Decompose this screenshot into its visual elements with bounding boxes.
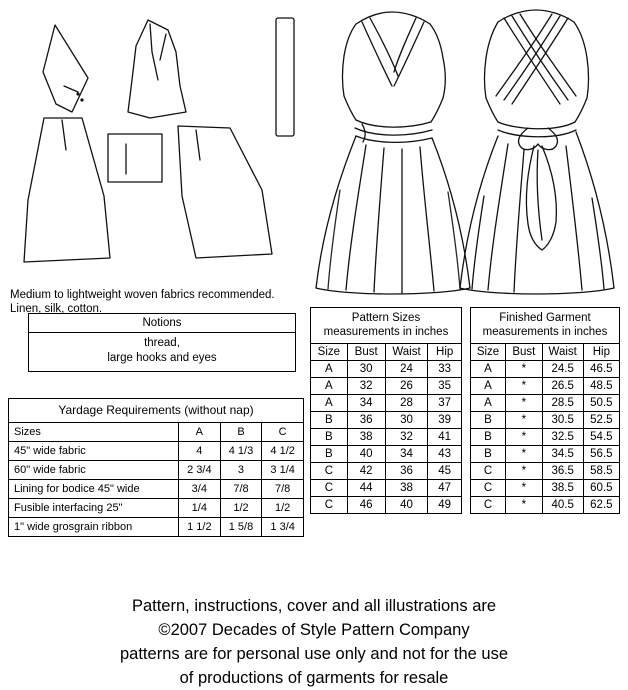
- table-row: [311, 446, 462, 463]
- table-row: [471, 361, 620, 378]
- fg-cell: B: [471, 446, 506, 463]
- pattern-sizes-title-line-1: Pattern Sizes: [351, 312, 421, 324]
- finished-garment-title: [470, 307, 620, 343]
- table-row: [9, 499, 304, 518]
- yardage-cell: 3: [220, 461, 262, 480]
- psz-cell: A: [311, 378, 348, 395]
- fg-cell: 24.5: [542, 361, 583, 378]
- yardage-col-b: B: [220, 423, 262, 442]
- table-row: [471, 497, 620, 514]
- fg-cell: 58.5: [583, 463, 619, 480]
- fg-cell: A: [471, 378, 506, 395]
- fg-cell: 60.5: [583, 480, 619, 497]
- fg-cell: B: [471, 429, 506, 446]
- table-row: [9, 461, 304, 480]
- fg-cell: 54.5: [583, 429, 619, 446]
- psz-cell: 30: [385, 412, 428, 429]
- psz-col-hip: Hip: [428, 344, 462, 361]
- psz-cell: 49: [428, 497, 462, 514]
- fg-cell: 56.5: [583, 446, 619, 463]
- yardage-cell: 1 5/8: [220, 518, 262, 537]
- pattern-sizes-grid: [310, 343, 462, 514]
- yardage-cell: 1 3/4: [262, 518, 304, 537]
- yardage-cell: 7/8: [220, 480, 262, 499]
- fg-cell: 30.5: [542, 412, 583, 429]
- fg-cell: B: [471, 412, 506, 429]
- fg-cell: A: [471, 395, 506, 412]
- fg-cell: *: [506, 497, 543, 514]
- yardage-cell: 4 1/3: [220, 442, 262, 461]
- table-row: [9, 480, 304, 499]
- notions-item-2: large hooks and eyes: [107, 352, 217, 364]
- table-row: [471, 429, 620, 446]
- fg-cell: 52.5: [583, 412, 619, 429]
- psz-cell: 30: [347, 361, 385, 378]
- fabric-note-line-2: Linen, silk, cotton.: [10, 303, 103, 315]
- yardage-col-a: A: [179, 423, 221, 442]
- yardage-title: Yardage Requirements (without nap): [8, 398, 304, 422]
- fg-cell: 28.5: [542, 395, 583, 412]
- yardage-cell: 1/4: [179, 499, 221, 518]
- fg-cell: 40.5: [542, 497, 583, 514]
- fg-cell: *: [506, 412, 543, 429]
- psz-cell: A: [311, 395, 348, 412]
- psz-cell: 42: [347, 463, 385, 480]
- psz-cell: 38: [347, 429, 385, 446]
- table-row: [311, 497, 462, 514]
- psz-cell: 32: [347, 378, 385, 395]
- notions-title: Notions: [28, 313, 296, 333]
- yardage-cell: 4 1/2: [262, 442, 304, 461]
- yardage-row-label: Lining for bodice 45" wide: [9, 480, 179, 499]
- psz-cell: C: [311, 480, 348, 497]
- yardage-requirements-table: [8, 398, 304, 537]
- table-row: [9, 518, 304, 537]
- table-row: [311, 378, 462, 395]
- table-row: [311, 429, 462, 446]
- fg-cell: 46.5: [583, 361, 619, 378]
- table-row-header: [471, 344, 620, 361]
- table-row-header: [311, 344, 462, 361]
- table-row: [311, 480, 462, 497]
- dress-back-illustration: [460, 10, 614, 294]
- yardage-col-sizes: Sizes: [9, 423, 179, 442]
- psz-cell: C: [311, 463, 348, 480]
- table-row: [471, 480, 620, 497]
- pattern-sizes-title-line-2: measurements in inches: [323, 326, 449, 338]
- psz-col-waist: Waist: [385, 344, 428, 361]
- psz-cell: 34: [347, 395, 385, 412]
- psz-cell: 47: [428, 480, 462, 497]
- yardage-row-label: 1" wide grosgrain ribbon: [9, 518, 179, 537]
- fg-col-bust: Bust: [506, 344, 543, 361]
- copyright-footer: [0, 594, 628, 690]
- footer-line-1: Pattern, instructions, cover and all illustrations are: [131, 597, 497, 615]
- table-row: [471, 446, 620, 463]
- fg-cell: *: [506, 395, 543, 412]
- table-row: [311, 412, 462, 429]
- yardage-cell: 4: [179, 442, 221, 461]
- fg-cell: 36.5: [542, 463, 583, 480]
- pattern-sizes-table: [310, 307, 462, 514]
- fg-col-waist: Waist: [542, 344, 583, 361]
- fg-cell: *: [506, 463, 543, 480]
- table-row: [471, 395, 620, 412]
- table-row: [311, 463, 462, 480]
- yardage-cell: 7/8: [262, 480, 304, 499]
- psz-cell: B: [311, 429, 348, 446]
- psz-cell: 28: [385, 395, 428, 412]
- psz-cell: 33: [428, 361, 462, 378]
- psz-cell: 26: [385, 378, 428, 395]
- notions-body: [28, 333, 296, 372]
- table-row-header: [9, 423, 304, 442]
- pattern-pieces-illustration: [24, 18, 294, 262]
- fabric-note-line-1: Medium to lightweight woven fabrics recommended.: [10, 289, 275, 301]
- psz-cell: 45: [428, 463, 462, 480]
- pattern-sizes-title: [310, 307, 462, 343]
- psz-col-bust: Bust: [347, 344, 385, 361]
- fg-col-size: Size: [471, 344, 506, 361]
- notions-item-1: thread,: [144, 337, 180, 349]
- fg-cell: 34.5: [542, 446, 583, 463]
- fg-cell: 38.5: [542, 480, 583, 497]
- psz-cell: 43: [428, 446, 462, 463]
- table-row: [311, 361, 462, 378]
- psz-cell: A: [311, 361, 348, 378]
- fg-cell: *: [506, 361, 543, 378]
- fg-cell: C: [471, 463, 506, 480]
- yardage-row-label: Fusible interfacing 25": [9, 499, 179, 518]
- psz-cell: 24: [385, 361, 428, 378]
- fg-cell: 48.5: [583, 378, 619, 395]
- yardage-cell: 1/2: [220, 499, 262, 518]
- table-row: [9, 442, 304, 461]
- yardage-col-c: C: [262, 423, 304, 442]
- fg-cell: *: [506, 480, 543, 497]
- yardage-cell: 2 3/4: [179, 461, 221, 480]
- dress-front-illustration: [316, 12, 470, 294]
- psz-cell: 34: [385, 446, 428, 463]
- footer-line-4: of productions of garments for resale: [179, 669, 449, 687]
- psz-cell: C: [311, 497, 348, 514]
- psz-cell: 39: [428, 412, 462, 429]
- psz-cell: 37: [428, 395, 462, 412]
- fg-cell: 26.5: [542, 378, 583, 395]
- fg-cell: *: [506, 446, 543, 463]
- psz-cell: 41: [428, 429, 462, 446]
- yardage-cell: 3/4: [179, 480, 221, 499]
- fg-cell: *: [506, 378, 543, 395]
- yardage-row-label: 60" wide fabric: [9, 461, 179, 480]
- finished-garment-grid: [470, 343, 620, 514]
- psz-col-size: Size: [311, 344, 348, 361]
- psz-cell: 38: [385, 480, 428, 497]
- finished-garment-title-line-2: measurements in inches: [482, 326, 608, 338]
- psz-cell: 44: [347, 480, 385, 497]
- fg-cell: C: [471, 497, 506, 514]
- fg-cell: *: [506, 429, 543, 446]
- table-row: [471, 378, 620, 395]
- psz-cell: 36: [385, 463, 428, 480]
- psz-cell: 36: [347, 412, 385, 429]
- notions-table: [28, 313, 296, 372]
- psz-cell: 35: [428, 378, 462, 395]
- table-row: [471, 463, 620, 480]
- yardage-grid: [8, 422, 304, 537]
- yardage-cell: 1 1/2: [179, 518, 221, 537]
- fg-cell: C: [471, 480, 506, 497]
- fg-col-hip: Hip: [583, 344, 619, 361]
- footer-line-2: ©2007 Decades of Style Pattern Company: [158, 621, 470, 639]
- yardage-cell: 3 1/4: [262, 461, 304, 480]
- psz-cell: 32: [385, 429, 428, 446]
- fg-cell: A: [471, 361, 506, 378]
- yardage-cell: 1/2: [262, 499, 304, 518]
- table-row: [471, 412, 620, 429]
- fabric-recommendation-note: [10, 288, 310, 316]
- table-row: [311, 395, 462, 412]
- footer-line-3: patterns are for personal use only and not for the use: [120, 645, 508, 663]
- finished-garment-title-line-1: Finished Garment: [499, 312, 591, 324]
- fg-cell: 50.5: [583, 395, 619, 412]
- psz-cell: B: [311, 412, 348, 429]
- yardage-row-label: 45" wide fabric: [9, 442, 179, 461]
- finished-garment-table: [470, 307, 620, 514]
- illustrations-area: [0, 0, 628, 300]
- fg-cell: 62.5: [583, 497, 619, 514]
- fg-cell: 32.5: [542, 429, 583, 446]
- psz-cell: 40: [385, 497, 428, 514]
- psz-cell: B: [311, 446, 348, 463]
- psz-cell: 40: [347, 446, 385, 463]
- psz-cell: 46: [347, 497, 385, 514]
